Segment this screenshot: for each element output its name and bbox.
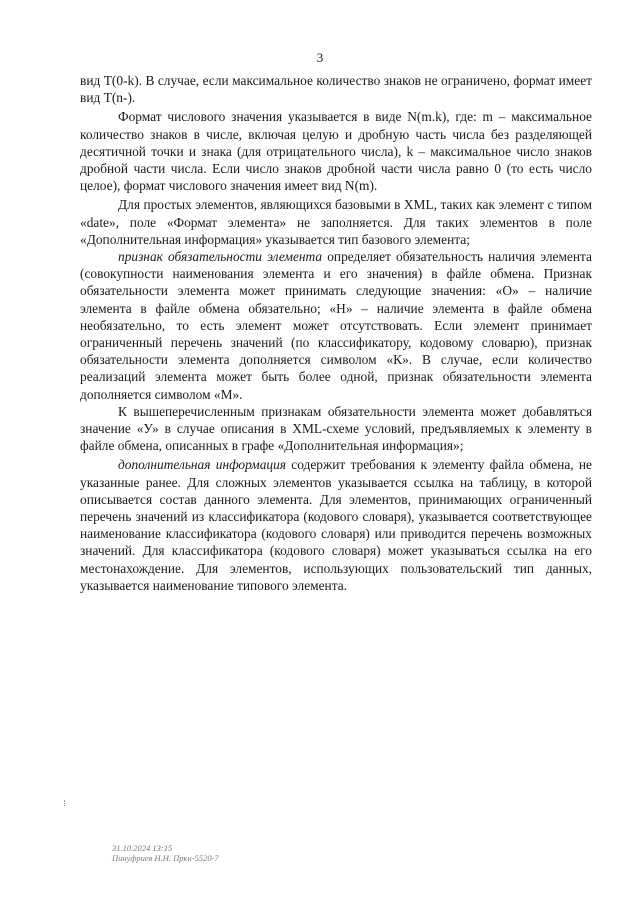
paragraph-text: К вышеперечисленным признакам обязательности элемента может добавляться значение «У» в случае описания в XML-схеме условий, предъявляемых к элементу в файле обмена, описанных в графе «Дополнительная информация»; bbox=[80, 403, 592, 454]
stamp-datetime: 31.10.2024 13:15 bbox=[112, 843, 173, 853]
paragraph bbox=[80, 108, 592, 194]
page-number: 3 bbox=[316, 50, 324, 65]
footer-stamp bbox=[112, 843, 219, 863]
stamp-signature: Пинуфриев Н.Н. Пркн-5520-7 bbox=[112, 853, 219, 863]
document-body bbox=[80, 72, 592, 594]
paragraph-text: определяет обязательность наличия элемента (совокупности наименования элемента и его значения) в файле обмена. Признак обязательности элемента может принимать следующие значения: «О» – наличие элемента в файле обмена обязательно; «Н» – наличие элемента в файле обмена необязательно, то есть элемент может отсутствовать. Если элемент принимает ограниченный перечень значений (по классификатору, кодовому словарю), признак обязательности элемента дополняется символом «К». В случае, если количество реализаций элемента может быть более одной, признак обязательности элемента дополняется символом «М». bbox=[80, 249, 592, 402]
paragraph bbox=[80, 248, 592, 403]
paragraph-text: Формат числового значения указывается в виде N(m.k), где: m – максимальное количество знаков в числе, включая целую и дробную часть числа без разделяющей десятичной точки и знака (для отрицательного числа), k – максимальное число знаков дробной части числа. Если число знаков дробной части числа равно 0 (то есть число целое), формат числового значения имеет вид N(m). bbox=[80, 109, 592, 194]
italic-term: признак обязательности элемента bbox=[118, 249, 323, 265]
paragraph bbox=[80, 403, 592, 455]
paragraph bbox=[80, 72, 592, 106]
paragraph bbox=[80, 456, 592, 594]
scan-mark bbox=[64, 800, 67, 806]
paragraph-text: Для простых элементов, являющихся базовыми в XML, таких как элемент с типом «date», поле «Формат элемента» не заполняется. Для таких элементов в поле «Дополнительная информация» указывается тип базового элемента; bbox=[80, 197, 592, 247]
paragraph bbox=[80, 196, 592, 248]
italic-term: дополнительная информация bbox=[118, 457, 286, 473]
paragraph-text: содержит требования к элементу файла обмена, не указанные ранее. Для сложных элементов указывается ссылка на таблицу, в которой описывается состав данного элемента. Для элементов, принимающих ограниченный перечень значений из классификатора (кодового словаря), указывается соответствующее наименование классификатора (кодового словаря) или приводится перечень возможных значений. Для классификатора (кодового словаря) может указываться ссылка на его местонахождение. Для элементов, использующих пользовательский тип данных, указывается наименование типового элемента. bbox=[80, 457, 592, 593]
paragraph-text: вид T(0-k). В случае, если максимальное количество знаков не ограничено, формат имеет вид T(n-). bbox=[80, 73, 592, 106]
